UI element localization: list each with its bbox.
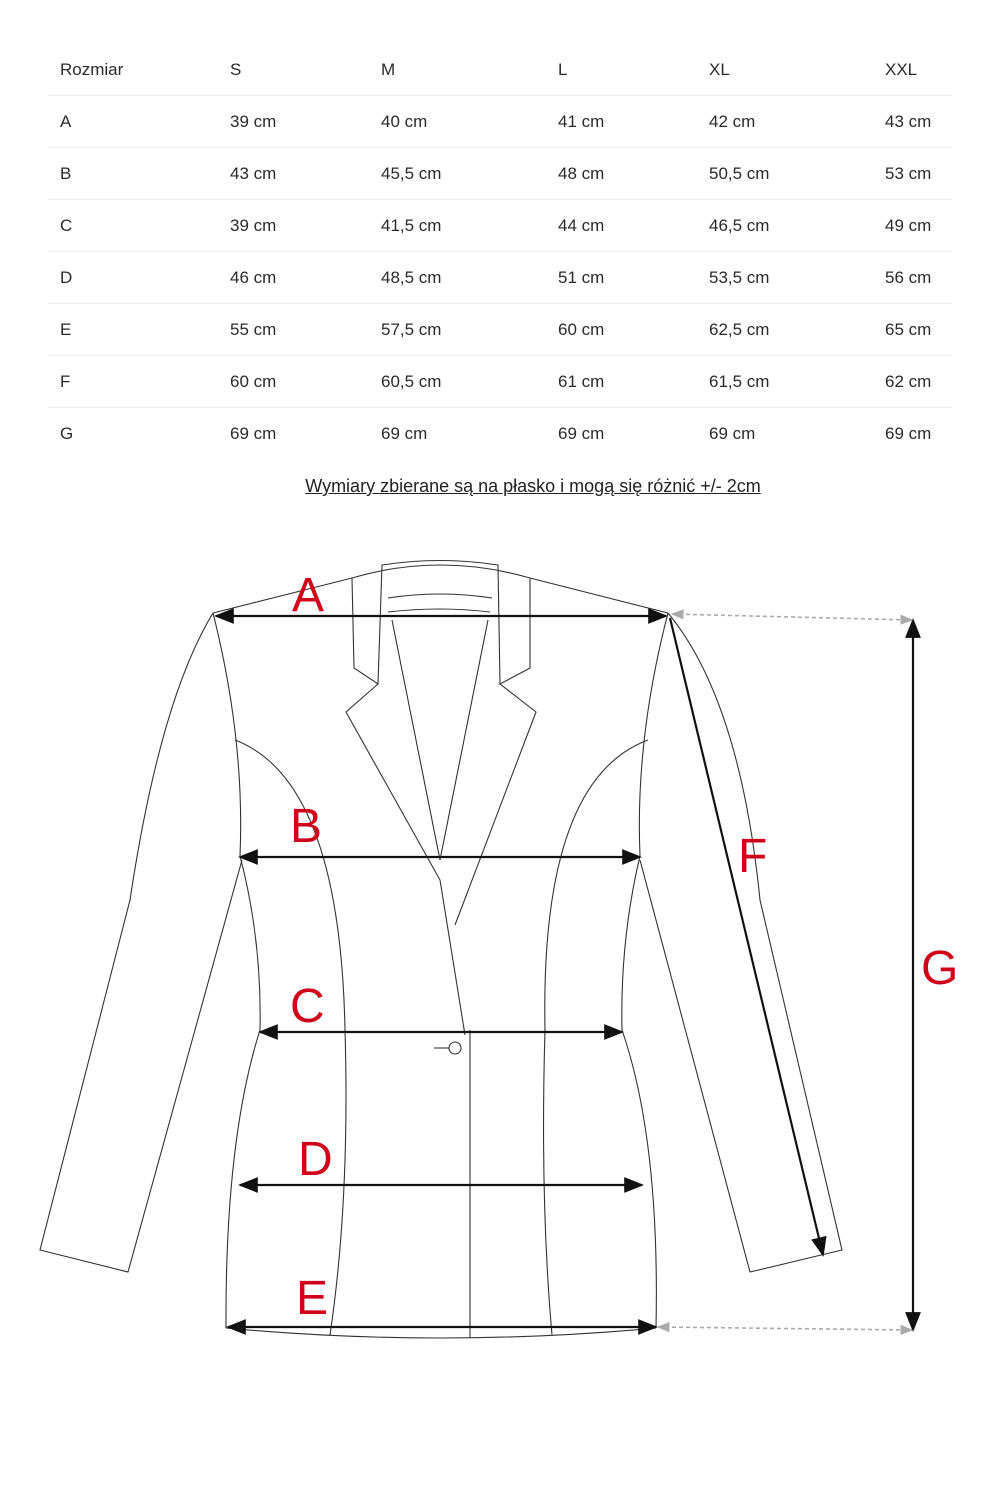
table-row bbox=[48, 304, 952, 356]
label-f: F bbox=[738, 830, 768, 883]
measurement-note: Wymiary zbierane są na płasko i mogą się różnić +/- 2cm bbox=[305, 476, 761, 496]
table-row bbox=[48, 96, 952, 148]
header-xxl: XXL bbox=[873, 44, 952, 96]
table-cell: 46 cm bbox=[218, 252, 369, 304]
row-label: B bbox=[48, 148, 218, 200]
table-row bbox=[48, 356, 952, 408]
row-label: A bbox=[48, 96, 218, 148]
table-cell: 60 cm bbox=[218, 356, 369, 408]
header-l: L bbox=[546, 44, 697, 96]
arrow-f bbox=[670, 618, 823, 1255]
table-cell: 62,5 cm bbox=[697, 304, 873, 356]
table-cell: 61,5 cm bbox=[697, 356, 873, 408]
table-row bbox=[48, 408, 952, 460]
table-cell: 53,5 cm bbox=[697, 252, 873, 304]
table-cell: 69 cm bbox=[709, 423, 756, 443]
table-cell: 41,5 cm bbox=[369, 200, 546, 252]
table-cell: 60,5 cm bbox=[369, 356, 546, 408]
row-label: F bbox=[48, 356, 218, 408]
table-cell: 53 cm bbox=[873, 148, 952, 200]
label-d: D bbox=[298, 1133, 333, 1186]
table-cell: 40 cm bbox=[369, 96, 546, 148]
table-cell: 48 cm bbox=[546, 148, 697, 200]
table-cell: 60 cm bbox=[546, 304, 697, 356]
table-cell: 48,5 cm bbox=[369, 252, 546, 304]
header-m: M bbox=[369, 44, 546, 96]
label-g: G bbox=[921, 942, 959, 995]
table-cell: 61 cm bbox=[546, 356, 697, 408]
table-cell: 45,5 cm bbox=[369, 148, 546, 200]
jacket-outline bbox=[40, 561, 842, 1339]
header-size: Rozmiar bbox=[48, 44, 218, 96]
label-c: C bbox=[290, 980, 325, 1033]
size-table bbox=[48, 44, 952, 459]
measurement-labels bbox=[290, 569, 958, 1325]
table-cell: 39 cm bbox=[218, 96, 369, 148]
row-label: D bbox=[48, 252, 218, 304]
table-row bbox=[48, 148, 952, 200]
table-cell: 42 cm bbox=[697, 96, 873, 148]
table-cell: 62 cm bbox=[873, 356, 952, 408]
table-cell: 69 cm bbox=[558, 423, 605, 443]
guide-lines bbox=[658, 614, 912, 1330]
measurement-arrows bbox=[216, 616, 913, 1330]
table-cell: 65 cm bbox=[873, 304, 952, 356]
label-e: E bbox=[296, 1272, 329, 1325]
table-cell: 43 cm bbox=[873, 96, 952, 148]
row-label: E bbox=[48, 304, 218, 356]
row-label: G bbox=[60, 423, 74, 443]
label-a: A bbox=[292, 569, 325, 622]
header-s: S bbox=[218, 44, 369, 96]
table-cell: 51 cm bbox=[546, 252, 697, 304]
table-cell: 69 cm bbox=[885, 423, 932, 443]
table-cell: 69 cm bbox=[230, 423, 277, 443]
table-cell: 50,5 cm bbox=[697, 148, 873, 200]
table-cell: 57,5 cm bbox=[369, 304, 546, 356]
jacket-diagram bbox=[0, 540, 1000, 1360]
table-row bbox=[48, 200, 952, 252]
table-cell: 41 cm bbox=[546, 96, 697, 148]
table-cell: 43 cm bbox=[218, 148, 369, 200]
table-row bbox=[48, 252, 952, 304]
table-cell: 39 cm bbox=[218, 200, 369, 252]
row-label: C bbox=[48, 200, 218, 252]
table-cell: 49 cm bbox=[873, 200, 952, 252]
table-header-row bbox=[48, 44, 952, 96]
label-b: B bbox=[290, 800, 323, 853]
table-cell: 44 cm bbox=[546, 200, 697, 252]
header-xl: XL bbox=[697, 44, 873, 96]
table-cell: 56 cm bbox=[873, 252, 952, 304]
table-cell: 69 cm bbox=[381, 423, 428, 443]
table-cell: 55 cm bbox=[218, 304, 369, 356]
table-cell: 46,5 cm bbox=[697, 200, 873, 252]
